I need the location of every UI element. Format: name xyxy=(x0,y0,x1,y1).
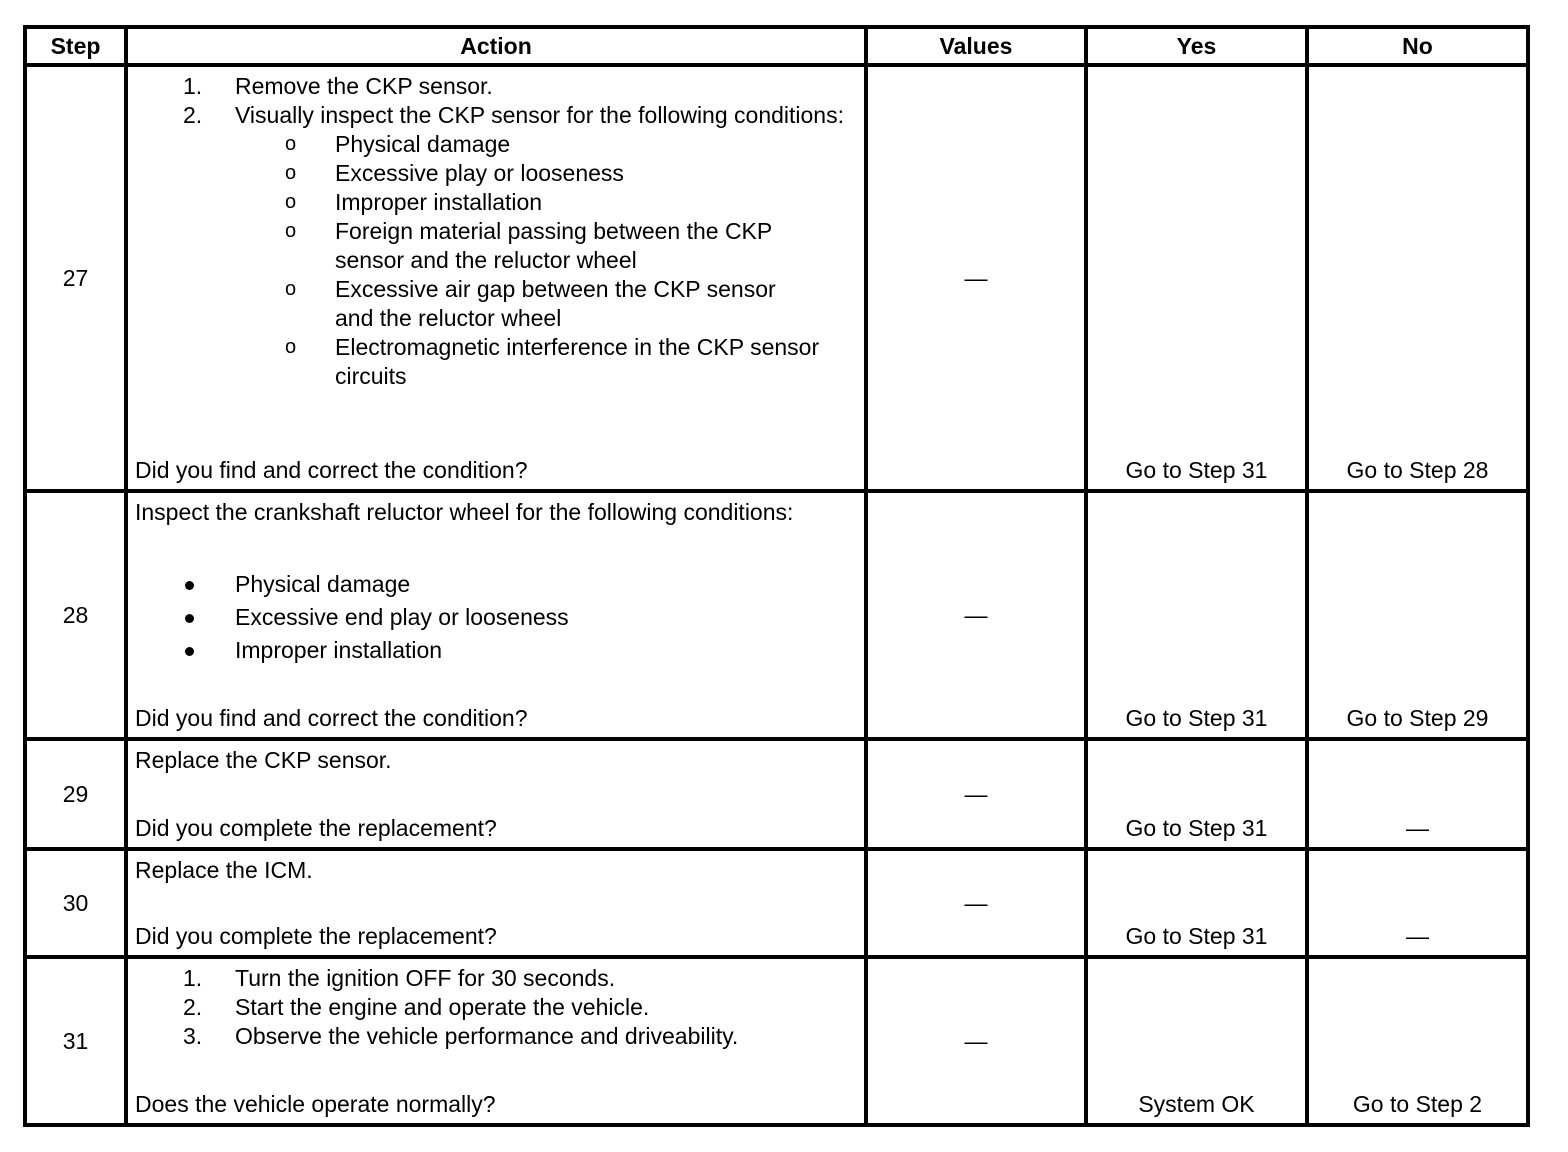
sub-list-item: o Excessive air gap between the CKP sensor and the reluctor wheel xyxy=(285,276,776,331)
action-intro: Replace the CKP sensor. xyxy=(135,747,392,773)
header-action: Action xyxy=(126,27,866,65)
numbered-list xyxy=(135,964,858,1051)
table-row-step-28 xyxy=(25,491,1528,739)
list-item xyxy=(135,101,858,130)
circle-bullet-icon: o xyxy=(285,278,297,300)
table-row-step-31 xyxy=(25,957,1528,1125)
sub-list-item: o Foreign material passing between the CKP sensor and the reluctor wheel xyxy=(285,218,772,273)
yes-cell: System OK xyxy=(1086,957,1307,1125)
header-values: Values xyxy=(866,27,1086,65)
list-item xyxy=(135,993,858,1022)
header-yes: Yes xyxy=(1086,27,1307,65)
action-intro: Inspect the crankshaft reluctor wheel for the following conditions: xyxy=(135,499,794,525)
circle-bullet-icon: o xyxy=(285,191,297,213)
sub-list-item: o Improper installation xyxy=(285,189,543,215)
list-number: 3. xyxy=(183,1023,203,1049)
list-item: Improper installation xyxy=(135,634,858,667)
list-item xyxy=(135,72,858,101)
values-cell: — xyxy=(866,65,1086,491)
list-item xyxy=(135,964,858,993)
bullet-icon xyxy=(185,647,194,656)
step-number: 27 xyxy=(25,65,126,491)
list-item: Excessive end play or looseness xyxy=(135,601,858,634)
list-number: 1. xyxy=(183,73,203,99)
step-number: 28 xyxy=(25,491,126,739)
list-number: 2. xyxy=(183,994,203,1020)
step-number: 30 xyxy=(25,849,126,957)
action-cell xyxy=(126,957,866,1125)
header-step: Step xyxy=(25,27,126,65)
question-text: Did you find and correct the condition? xyxy=(135,457,528,483)
question-text: Does the vehicle operate normally? xyxy=(135,1091,496,1117)
numbered-list xyxy=(135,72,858,130)
no-cell: — xyxy=(1307,849,1528,957)
action-intro: Replace the ICM. xyxy=(135,857,313,883)
list-item xyxy=(135,1022,858,1051)
action-cell xyxy=(126,849,866,957)
circle-bullet-icon: o xyxy=(285,162,297,184)
values-cell: — xyxy=(866,491,1086,739)
header-row xyxy=(25,27,1528,65)
diagnostic-table xyxy=(23,25,1530,1127)
yes-cell: Go to Step 31 xyxy=(1086,849,1307,957)
no-cell: Go to Step 28 xyxy=(1307,65,1528,491)
list-text: Observe the vehicle performance and driveability. xyxy=(235,1023,739,1049)
values-cell: — xyxy=(866,849,1086,957)
values-cell: — xyxy=(866,957,1086,1125)
yes-cell: Go to Step 31 xyxy=(1086,491,1307,739)
sub-list-item: o Electromagnetic interference in the CKP sensor circuits xyxy=(285,334,820,389)
list-text: Start the engine and operate the vehicle. xyxy=(235,994,650,1020)
yes-cell: Go to Step 31 xyxy=(1086,739,1307,849)
step-number: 29 xyxy=(25,739,126,849)
bullet-icon xyxy=(185,581,194,590)
sub-list-item: o Excessive play or looseness xyxy=(285,160,624,186)
action-cell xyxy=(126,65,866,491)
list-item: Physical damage xyxy=(135,568,858,601)
list-number: 1. xyxy=(183,965,203,991)
circle-bullet-icon: o xyxy=(285,133,297,155)
table-row-step-27 xyxy=(25,65,1528,491)
question-text: Did you complete the replacement? xyxy=(135,815,497,841)
no-cell: Go to Step 2 xyxy=(1307,957,1528,1125)
list-number: 2. xyxy=(183,102,203,128)
table-row-step-29 xyxy=(25,739,1528,849)
question-text: Did you complete the replacement? xyxy=(135,923,497,949)
circle-bullet-icon: o xyxy=(285,220,297,242)
action-cell xyxy=(126,739,866,849)
no-cell: — xyxy=(1307,739,1528,849)
circle-bullet-icon: o xyxy=(285,336,297,358)
question-text: Did you find and correct the condition? xyxy=(135,705,528,731)
table-row-step-30 xyxy=(25,849,1528,957)
header-no: No xyxy=(1307,27,1528,65)
no-cell: Go to Step 29 xyxy=(1307,491,1528,739)
list-text: Visually inspect the CKP sensor for the following conditions: xyxy=(235,102,844,128)
sub-list-item: o Physical damage xyxy=(285,131,511,157)
list-text: Remove the CKP sensor. xyxy=(235,73,493,99)
list-text: Turn the ignition OFF for 30 seconds. xyxy=(235,965,616,991)
action-cell xyxy=(126,491,866,739)
yes-cell: Go to Step 31 xyxy=(1086,65,1307,491)
values-cell: — xyxy=(866,739,1086,849)
bullet-icon xyxy=(185,614,194,623)
step-number: 31 xyxy=(25,957,126,1125)
sub-list xyxy=(135,130,858,391)
